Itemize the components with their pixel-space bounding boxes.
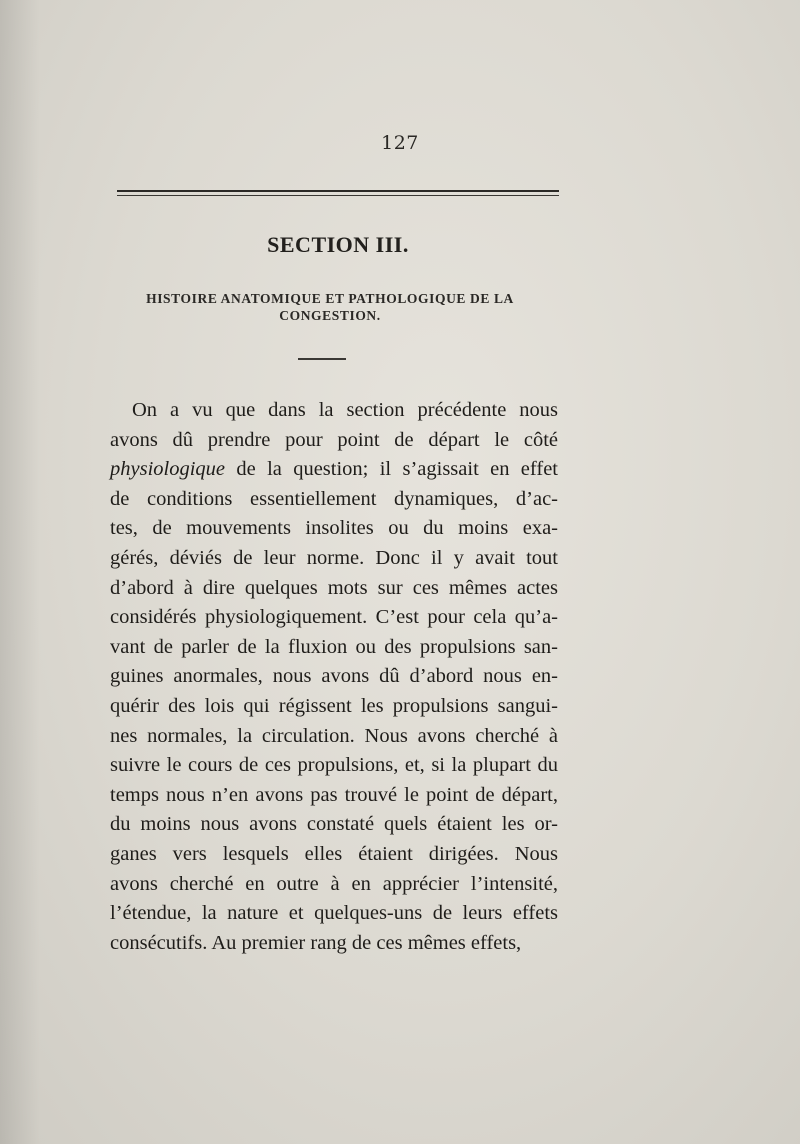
body-line: suivre le cours de ces propulsions, et, si la plupart du <box>110 754 558 777</box>
body-paragraph <box>110 396 558 958</box>
body-line: considérés physiologiquement. C’est pour cela qu’a- <box>110 606 558 629</box>
body-line: tes, de mouvements insolites ou du moins exa- <box>110 517 558 540</box>
body-line: guines anormales, nous avons dû d’abord nous en- <box>110 665 558 688</box>
body-line: vant de parler de la fluxion ou des propulsions san- <box>110 635 558 658</box>
body-line: nes normales, la circulation. Nous avons cherché à <box>110 724 558 747</box>
body-line-with-italic <box>110 455 558 485</box>
body-line: avons cherché en outre à en apprécier l’intensité, <box>110 872 558 895</box>
body-line: ganes vers lesquels elles étaient dirigées. Nous <box>110 842 558 865</box>
body-line: gérés, déviés de leur norme. Donc il y avait tout <box>110 546 558 569</box>
header-rule-thick <box>117 190 559 192</box>
body-line: l’étendue, la nature et quelques-uns de leurs effets <box>110 902 558 925</box>
section-title: SECTION III. <box>267 232 409 257</box>
body-line: du moins nous avons constaté quels étaient les or- <box>110 813 558 836</box>
page-number: 127 <box>381 132 419 154</box>
header-rule-thin <box>117 195 559 196</box>
body-line: On a vu que dans la section précédente nous <box>132 399 558 421</box>
italic-term: physiologique <box>110 458 226 481</box>
body-line: d’abord à dire quelques mots sur ces mêmes actes <box>110 576 558 599</box>
section-separator-rule <box>298 358 346 360</box>
body-line-last: consécutifs. Au premier rang de ces mêmes effets, <box>110 931 522 954</box>
subtitle-line-2: CONGESTION. <box>279 308 381 323</box>
body-line: de conditions essentiellement dynamiques, d’ac- <box>110 487 558 510</box>
subtitle-line-1: HISTOIRE ANATOMIQUE ET PATHOLOGIQUE DE LA <box>146 291 514 306</box>
section-subtitle <box>130 290 530 324</box>
body-line: avons dû prendre pour point de départ le côté <box>110 428 558 451</box>
body-line-rest: de la question; il s’agissait en effet <box>225 458 558 481</box>
body-line: temps nous n’en avons pas trouvé le point de départ, <box>110 783 558 806</box>
body-line: quérir des lois qui régissent les propulsions sangui- <box>110 694 558 717</box>
